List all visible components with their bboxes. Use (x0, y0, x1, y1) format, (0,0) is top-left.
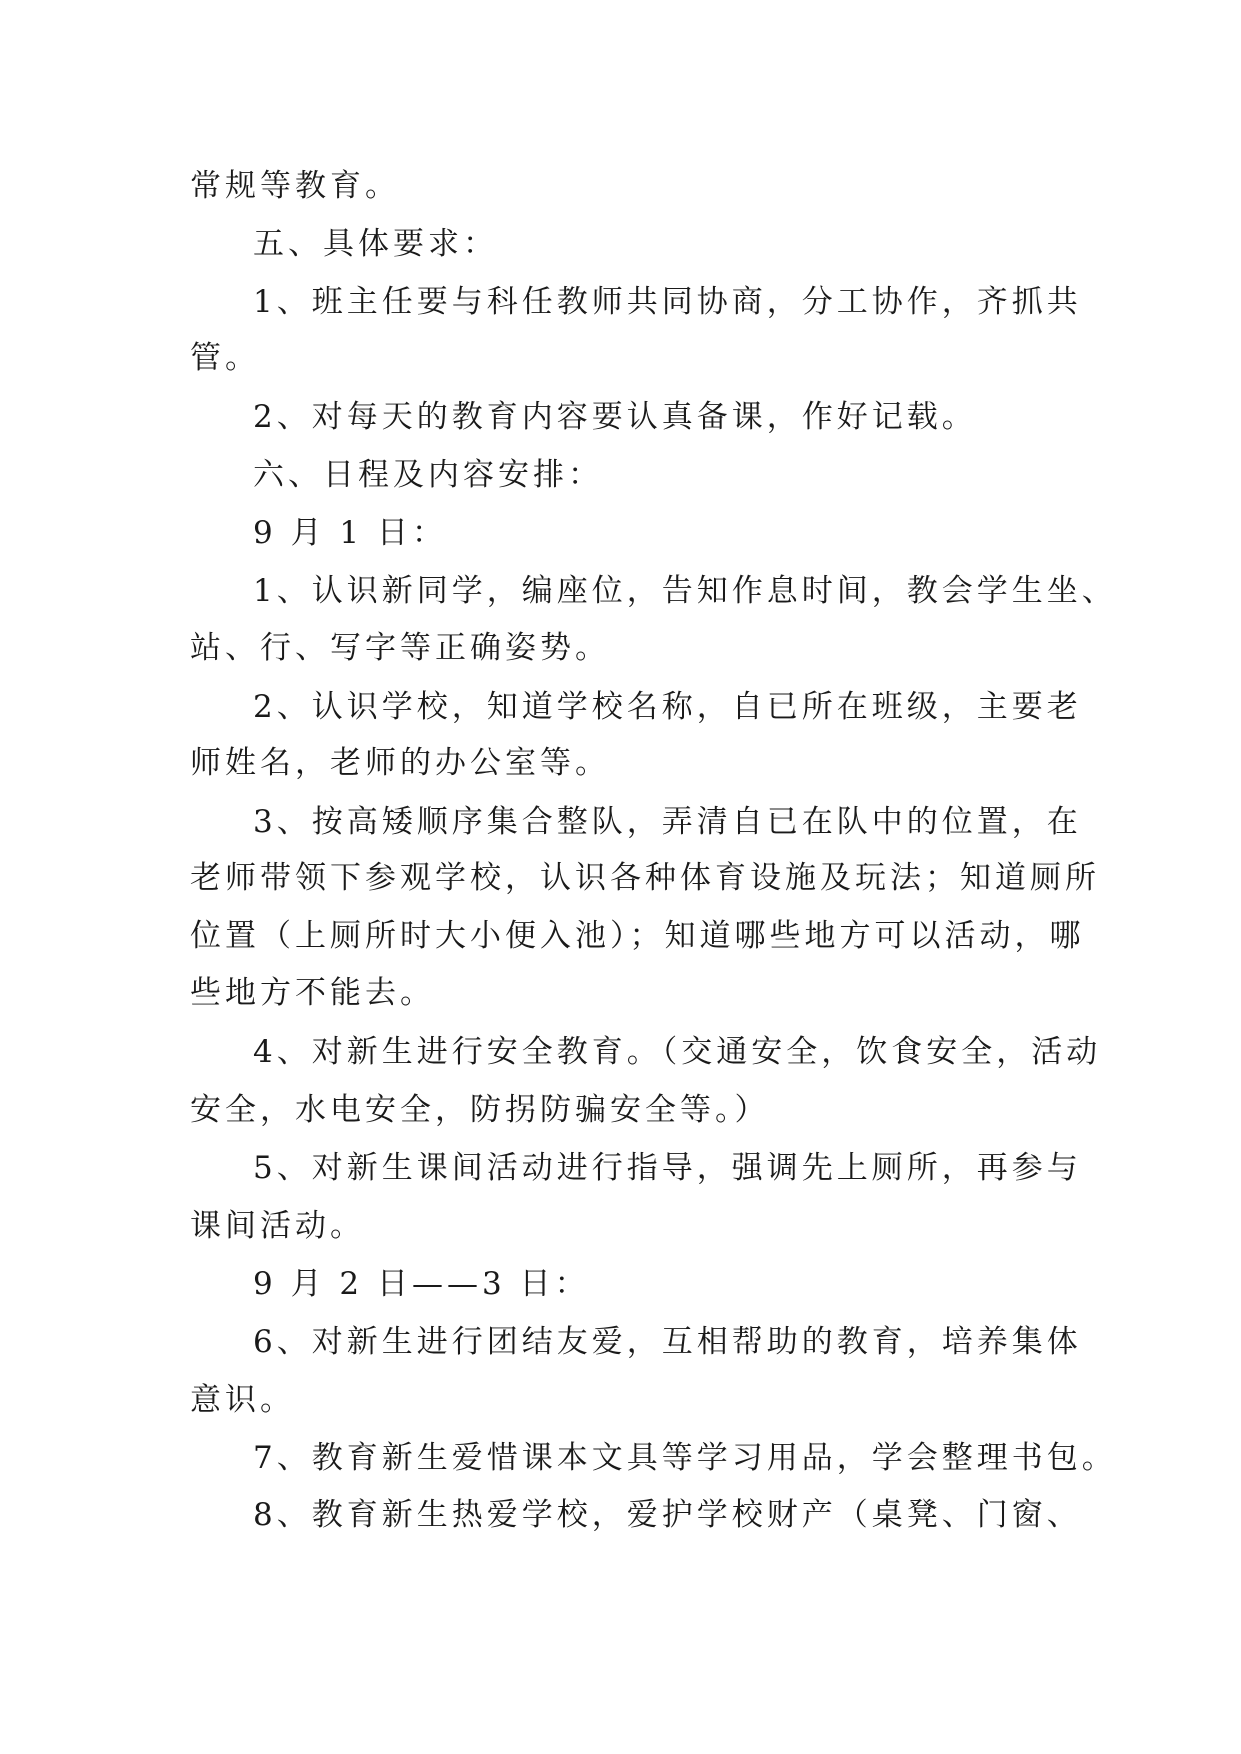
date-heading: 9 月 2 日——3 日： (253, 1266, 590, 1302)
text-line: 1、认识新同学，编座位，告知作息时间，教会学生坐、 (253, 573, 1117, 609)
section-heading: 五、具体要求： (253, 226, 498, 262)
text-line: 管。 (190, 340, 260, 376)
text-line: 位置（上厕所时大小便入池）；知道哪些地方可以活动，哪 (190, 918, 1085, 954)
text-line: 老师带领下参观学校，认识各种体育设施及玩法；知道厕所 (190, 860, 1100, 896)
text-line: 站、行、写字等正确姿势。 (190, 630, 610, 666)
text-line: 8、教育新生热爱学校，爱护学校财产（桌凳、门窗、 (253, 1497, 1082, 1533)
text-line: 常规等教育。 (190, 168, 400, 204)
section-heading: 六、日程及内容安排： (253, 457, 603, 493)
text-line: 2、对每天的教育内容要认真备课，作好记载。 (253, 399, 977, 435)
text-line: 5、对新生课间活动进行指导，强调先上厕所，再参与 (253, 1150, 1082, 1186)
text-line: 6、对新生进行团结友爱，互相帮助的教育，培养集体 (253, 1324, 1082, 1360)
text-line: 3、按高矮顺序集合整队，弄清自已在队中的位置，在 (253, 804, 1082, 840)
text-line: 1、班主任要与科任教师共同协商，分工协作，齐抓共 (253, 284, 1082, 320)
text-line: 课间活动。 (190, 1208, 365, 1244)
text-line: 4、对新生进行安全教育。（交通安全，饮食安全，活动 (253, 1034, 1102, 1070)
text-line: 7、教育新生爱惜课本文具等学习用品，学会整理书包。 (253, 1440, 1117, 1476)
text-line: 意识。 (190, 1382, 295, 1418)
date-heading: 9 月 1 日： (253, 515, 448, 551)
text-line: 些地方不能去。 (190, 975, 435, 1011)
text-line: 师姓名，老师的办公室等。 (190, 745, 610, 781)
text-line: 2、认识学校，知道学校名称，自已所在班级，主要老 (253, 689, 1082, 725)
text-line: 安全，水电安全，防拐防骗安全等。） (190, 1092, 770, 1128)
